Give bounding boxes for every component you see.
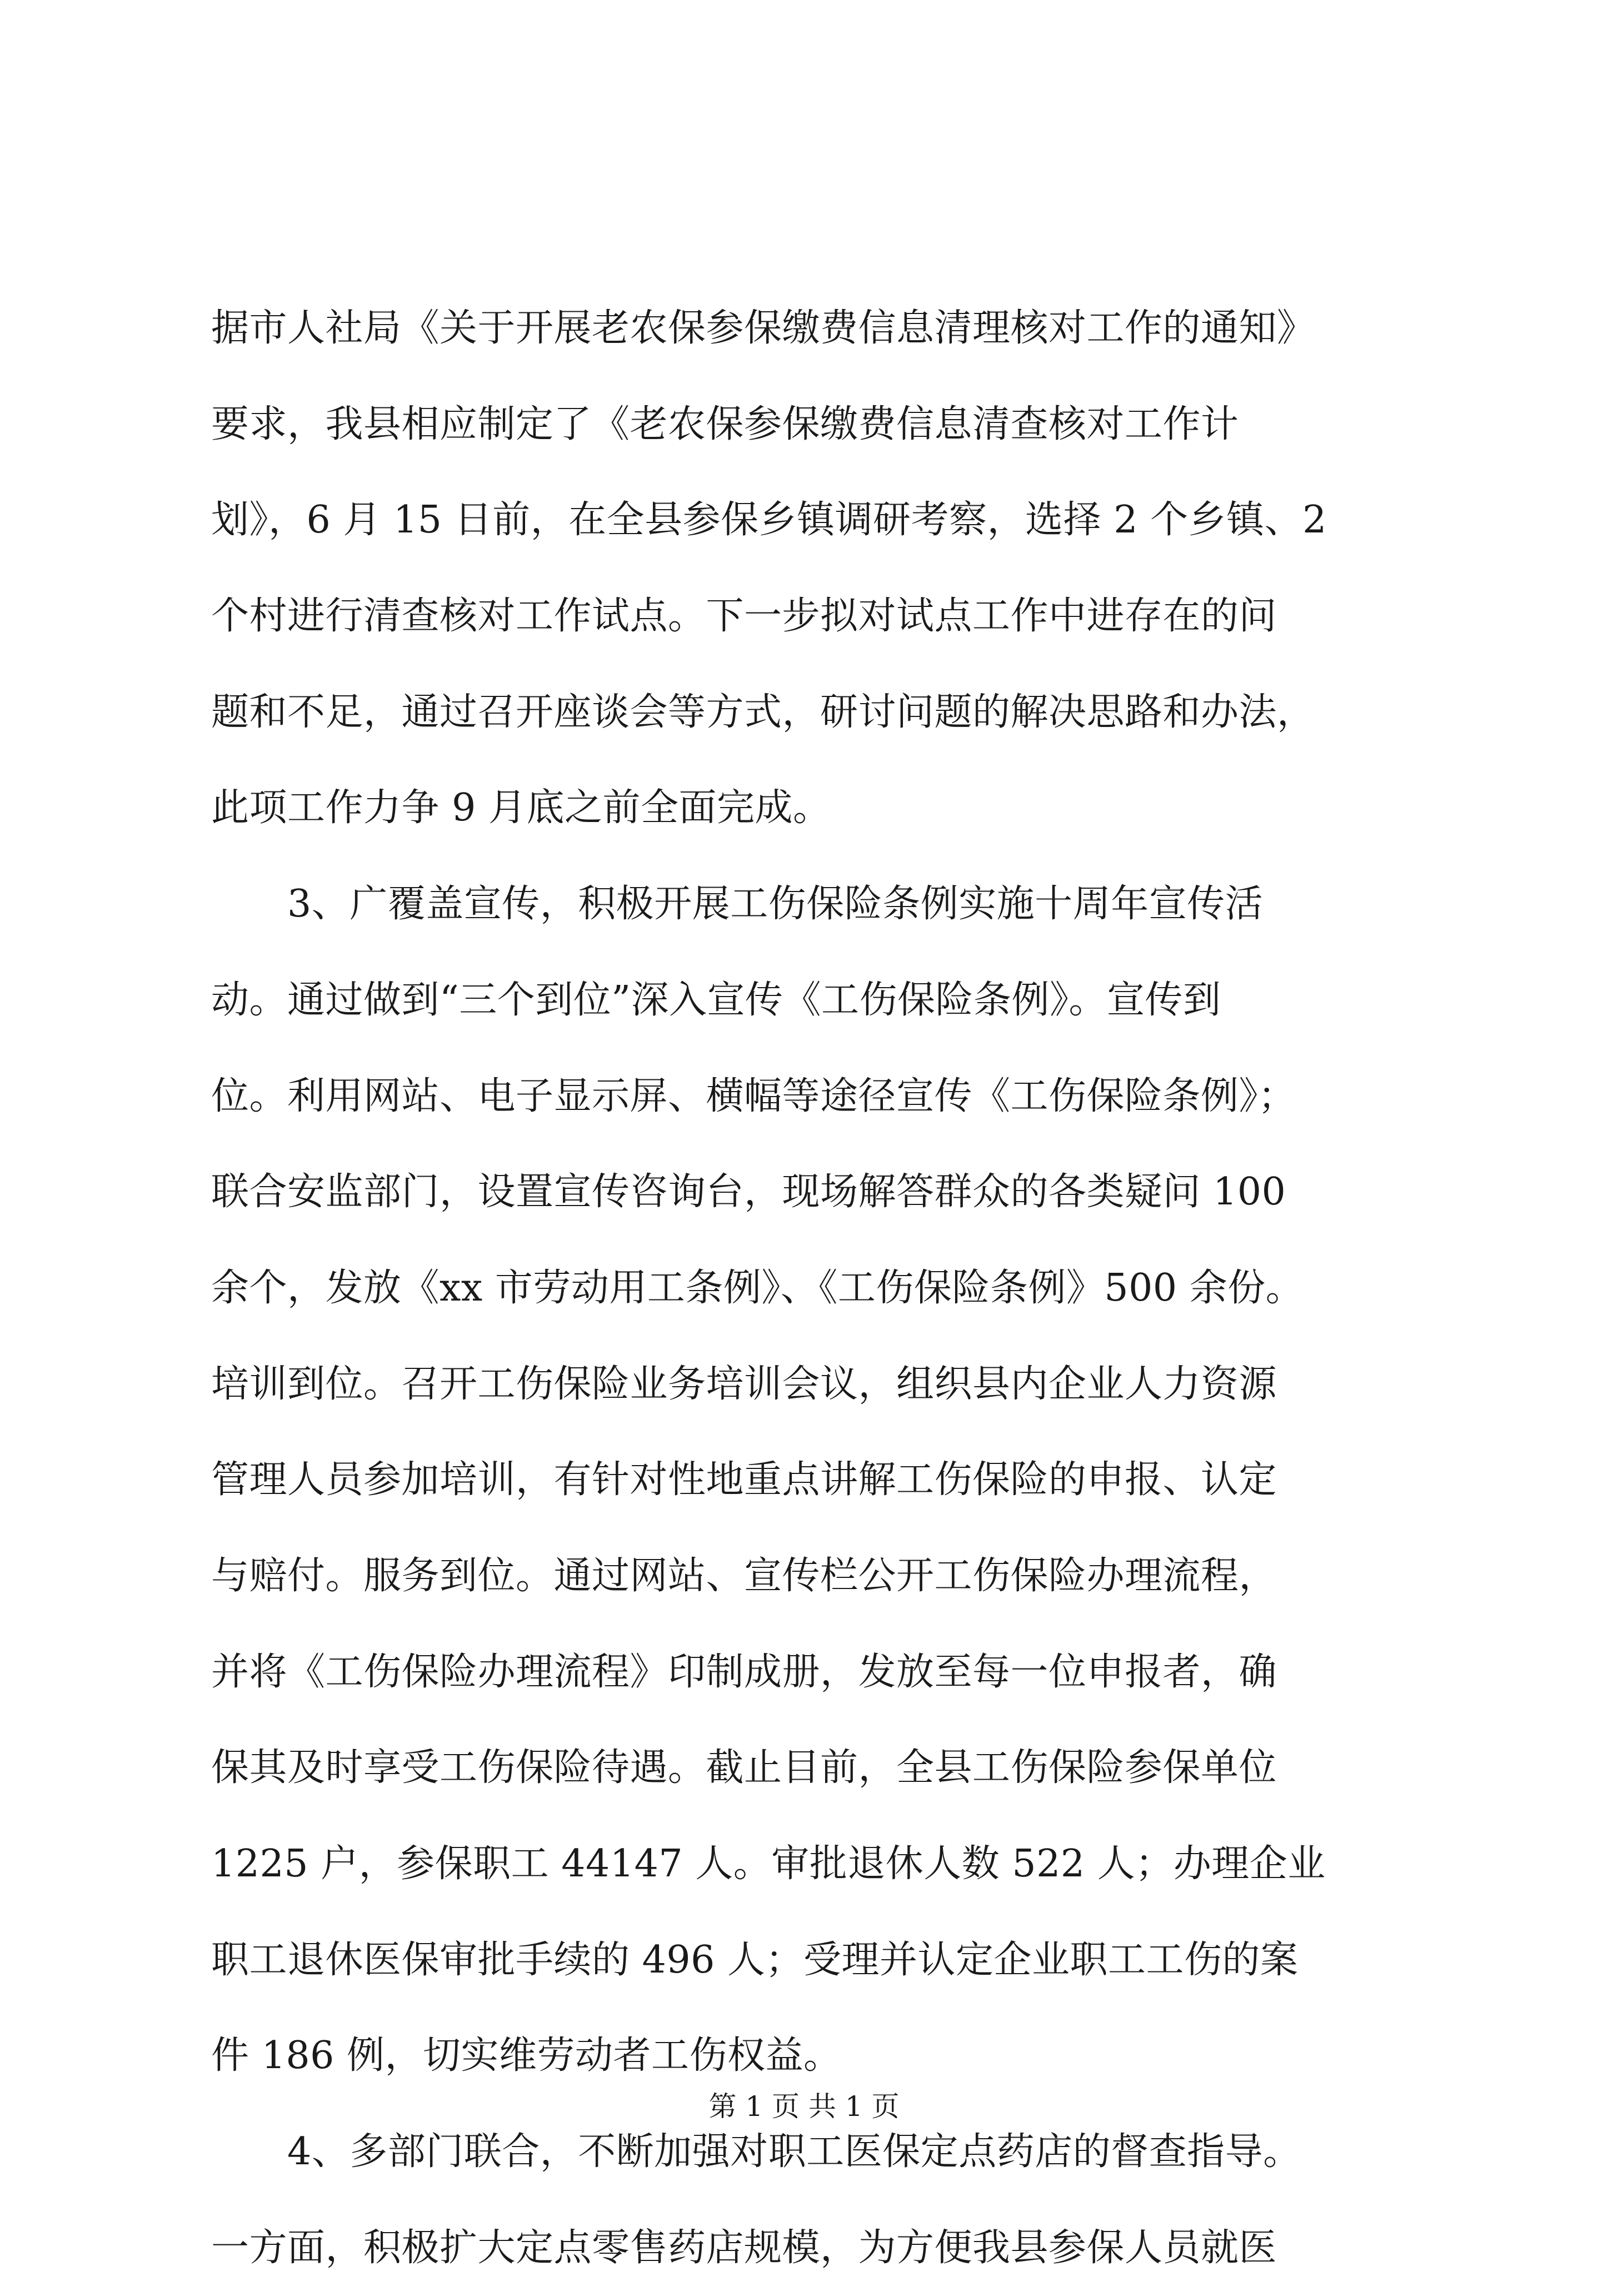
text-line: 动。通过做到“三个到位”深入宣传《工伤保险条例》。宣传到 (211, 978, 1221, 1022)
body-text (211, 281, 1434, 2296)
text-line: 要求，我县相应制定了《老农保参保缴费信息清查核对工作计 (211, 402, 1239, 446)
text-line: 余个，发放《xx 市劳动用工条例》、《工伤保险条例》500 余份。 (211, 1266, 1304, 1310)
page-footer: 第 1 页 共 1 页 (708, 2090, 900, 2123)
text-line: 此项工作力争 9 月底之前全面完成。 (211, 786, 831, 830)
text-line: 管理人员参加培训，有针对性地重点讲解工伤保险的申报、认定 (211, 1458, 1277, 1502)
text-line: 3、广覆盖宣传，积极开展工伤保险条例实施十周年宣传活 (211, 882, 1264, 927)
text-line: 职工退休医保审批手续的 496 人；受理并认定企业职工工伤的案 (211, 1938, 1299, 1982)
text-line: 据市人社局《关于开展老农保参保缴费信息清理核对工作的通知》 (211, 306, 1315, 350)
text-line: 1225 户，参保职工 44147 人。审批退休人数 522 人；办理企业 (211, 1842, 1326, 1886)
text-line: 划》，6 月 15 日前，在全县参保乡镇调研考察，选择 2 个乡镇、2 (211, 498, 1327, 542)
text-line: 并将《工伤保险办理流程》印制成册，发放至每一位申报者，确 (211, 1650, 1277, 1694)
text-line: 培训到位。召开工伤保险业务培训会议，组织县内企业人力资源 (211, 1362, 1277, 1406)
text-line: 联合安监部门，设置宣传咨询台，现场解答群众的各类疑问 100 (211, 1170, 1286, 1214)
text-line: 件 186 例，切实维劳动者工伤权益。 (211, 2034, 842, 2078)
text-line: 个村进行清查核对工作试点。下一步拟对试点工作中进存在的问 (211, 594, 1277, 639)
text-line: 一方面，积极扩大定点零售药店规模，为方便我县参保人员就医 (211, 2225, 1277, 2270)
text-line: 与赔付。服务到位。通过网站、宣传栏公开工伤保险办理流程， (211, 1553, 1277, 1598)
text-line: 题和不足，通过召开座谈会等方式，研讨问题的解决思路和办法， (211, 690, 1315, 734)
text-line: 保其及时享受工伤保险待遇。截止目前，全县工伤保险参保单位 (211, 1746, 1277, 1790)
text-line: 位。利用网站、电子显示屏、横幅等途径宣传《工伤保险条例》； (211, 1074, 1296, 1118)
text-line: 4、多部门联合，不断加强对职工医保定点药店的督查指导。 (211, 2130, 1301, 2174)
